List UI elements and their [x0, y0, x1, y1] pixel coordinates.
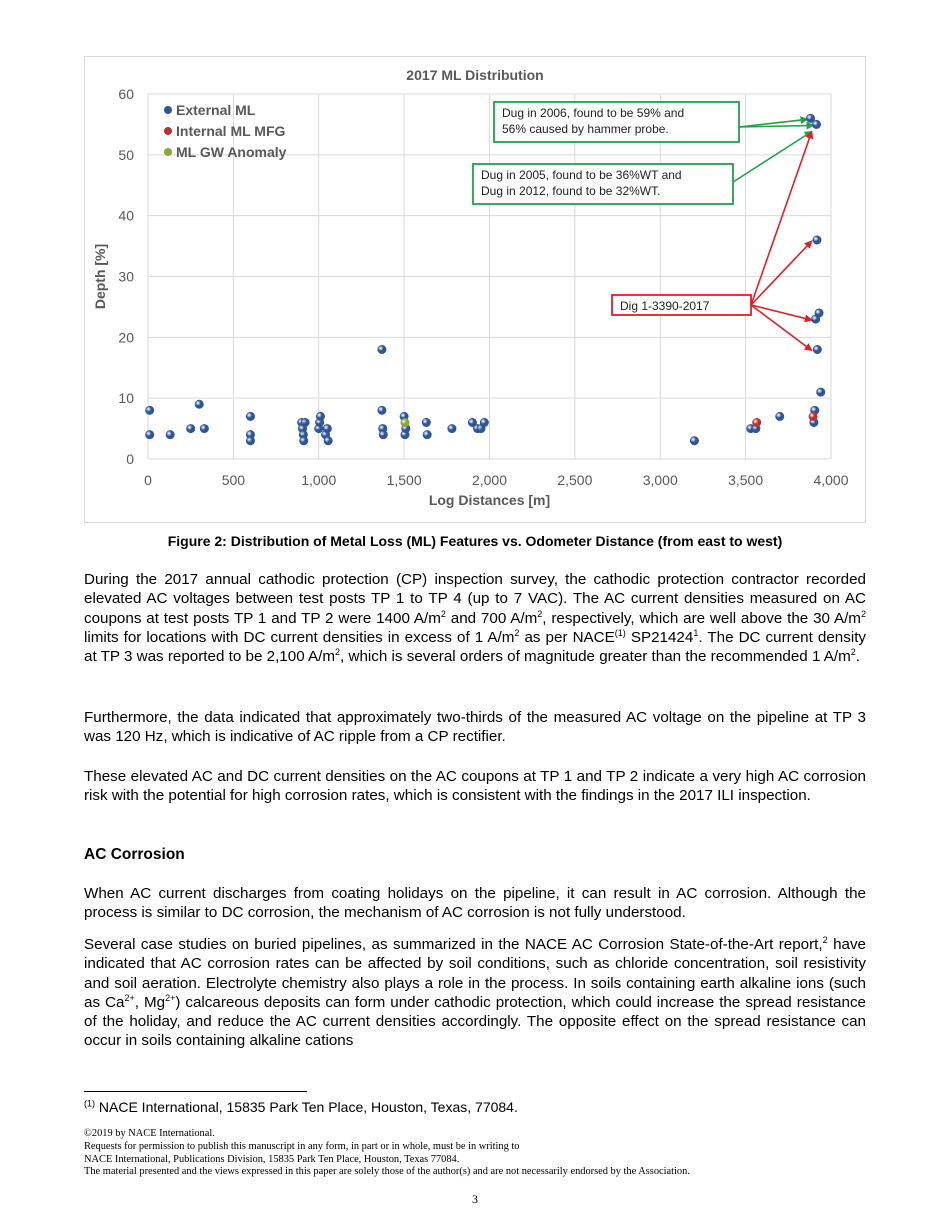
- data-point-external-ml: [690, 437, 698, 445]
- footnote-divider: [84, 1091, 307, 1092]
- legal-line: NACE International, Publications Division, 15835 Park Ten Place, Houston, Texas 77084.: [84, 1153, 460, 1165]
- chart-title: 2017 ML Distribution: [406, 67, 544, 83]
- x-tick-label: 1,500: [386, 472, 422, 488]
- data-point-external-ml: [146, 430, 154, 438]
- data-point-ml-gw-anomaly: [401, 418, 409, 426]
- data-point-external-ml: [815, 309, 823, 317]
- legend-marker-ml-gw-anomaly: [164, 148, 172, 156]
- x-axis-label: Log Distances [m]: [428, 492, 551, 508]
- x-tick-label: 0: [144, 472, 152, 488]
- data-point-internal-ml-mfg: [753, 418, 761, 426]
- legal-line: ©2019 by NACE International.: [84, 1128, 215, 1139]
- footnote: [84, 1099, 518, 1115]
- data-point-external-ml: [378, 406, 386, 414]
- data-point-external-ml: [776, 412, 784, 420]
- data-point-external-ml: [448, 424, 456, 432]
- data-point-external-ml: [246, 412, 254, 420]
- data-point-external-ml: [817, 388, 825, 396]
- data-point-external-ml: [316, 412, 324, 420]
- data-point-external-ml: [146, 406, 154, 414]
- legend-marker-external-ml: [164, 106, 172, 114]
- data-point-external-ml: [812, 120, 820, 128]
- data-point-external-ml: [422, 418, 430, 426]
- y-tick-label: 10: [118, 390, 134, 407]
- data-point-external-ml: [813, 236, 821, 244]
- data-point-external-ml: [324, 437, 332, 445]
- legal-line: Requests for permission to publish this manuscript in any form, in part or in whole, must be in writing to: [84, 1140, 520, 1152]
- legend-label-external-ml: External ML: [176, 102, 256, 118]
- paragraph-ac-corrosion: When AC current discharges from coating holidays on the pipeline, it can result in AC corrosion. Although the process is similar to DC corrosion, the mechanism of AC corrosion is not fully understood.: [84, 885, 866, 922]
- x-tick-label: 4,000: [813, 472, 849, 488]
- legend-label-ml-gw-anomaly: ML GW Anomaly: [176, 144, 287, 160]
- data-point-internal-ml-mfg: [809, 412, 817, 420]
- footnote-marker: (1): [84, 1098, 95, 1109]
- scatter-chart: [85, 57, 865, 522]
- x-tick-label: 2,000: [471, 472, 508, 488]
- data-point-external-ml: [200, 424, 208, 432]
- y-tick-label: 50: [118, 146, 134, 163]
- x-tick-label: 500: [221, 472, 246, 488]
- paragraph-risk: These elevated AC and DC current densities on the AC coupons at TP 1 and TP 2 indicate a very high AC corrosion risk with the potential for high corrosion rates, which is consistent with the findings in the 2017 ILI inspection.: [84, 768, 866, 805]
- data-point-external-ml: [480, 418, 488, 426]
- legal-notice: [84, 1128, 690, 1179]
- annotation-text: Dig 1-3390-2017: [620, 299, 710, 313]
- data-point-external-ml: [246, 437, 254, 445]
- data-point-external-ml: [166, 430, 174, 438]
- annotation-text: 56% caused by hammer probe.: [502, 122, 669, 136]
- data-point-external-ml: [813, 345, 821, 353]
- annotation-text: Dug in 2012, found to be 32%WT.: [481, 184, 661, 198]
- y-tick-label: 30: [118, 268, 134, 285]
- legend-marker-internal-ml-mfg: [164, 127, 172, 135]
- paragraph-case-studies: Several case studies on buried pipelines, as summarized in the NACE AC Corrosion State-of-the-Art report,$^2$ have indicated that AC corrosion rates can be affected by soil conditions, such as chloride concentration, soil resistivity and soil aeration. Electrolyte chemistry also plays a role in the process. In soils containing earth alkaline ions (such as $Ca^{2+}$, $Mg^{2+}$) calcareous deposits can form under cathodic protection, which could increase the spread resistance of the holiday, and reduce the AC current densities accordingly. The opposite effect on the spread resistance can occur in soils containing alkaline cations: [84, 934, 866, 1050]
- x-tick-label: 3,000: [642, 472, 678, 488]
- y-tick-label: 0: [126, 451, 134, 467]
- data-point-external-ml: [423, 430, 431, 438]
- data-point-external-ml: [379, 430, 387, 438]
- data-point-external-ml: [300, 437, 308, 445]
- footnote-text: NACE International, 15835 Park Ten Place, Houston, Texas, 77084.: [95, 1099, 518, 1115]
- x-tick-label: 1,000: [301, 472, 337, 488]
- data-point-external-ml: [195, 400, 203, 408]
- legal-line: The material presented and the views expressed in this paper are solely those of the author(s) and are not necessarily endorsed by the Association.: [84, 1166, 690, 1178]
- data-point-external-ml: [186, 424, 194, 432]
- y-tick-label: 40: [118, 207, 134, 224]
- y-axis-label: Depth [%]: [92, 243, 108, 310]
- chart-container: [84, 56, 866, 523]
- annotation-text: Dug in 2005, found to be 36%WT and: [481, 168, 682, 182]
- legend-label-internal-ml-mfg: Internal ML MFG: [176, 123, 286, 139]
- figure-caption: Figure 2: Distribution of Metal Loss (ML) Features vs. Odometer Distance (from east to west): [167, 533, 783, 549]
- page-number: 3: [472, 1192, 478, 1206]
- section-heading: AC Corrosion: [84, 846, 185, 863]
- data-point-external-ml: [323, 424, 331, 432]
- x-tick-label: 3,500: [728, 472, 764, 488]
- paragraph-cp-survey: During the 2017 annual cathodic protection (CP) inspection survey, the cathodic protection contractor recorded elevated AC voltages between test posts TP 1 to TP 4 (up to 7 VAC). The AC current densities measured on AC coupons at test posts TP 1 and TP 2 were 1400 $A/m^2$ and 700 $A/m^2$, respectively, which are well above the 30 $A/m^2$ limits for locations with DC current densities in excess of 1 $A/m^2$ as per NACE$^{(1)}$ SP21424$^1$. The DC current density at TP 3 was reported to be 2,100 $A/m^2$, which is several orders of magnitude greater than the recommended 1 $A/m^2$.: [84, 571, 867, 666]
- annotation-text: Dug in 2006, found to be 59% and: [502, 106, 685, 120]
- paragraph-ac-voltage: Furthermore, the data indicated that approximately two-thirds of the measured AC voltage on the pipeline at TP 3 was 120 Hz, which is indicative of AC ripple from a CP rectifier.: [84, 709, 866, 746]
- y-tick-label: 60: [118, 86, 134, 102]
- data-point-external-ml: [301, 418, 309, 426]
- data-point-external-ml: [378, 345, 386, 353]
- annotation-arrow: [733, 132, 812, 183]
- y-tick-label: 20: [118, 329, 134, 346]
- annotation-arrow: [751, 132, 812, 306]
- x-tick-label: 2,500: [557, 472, 593, 488]
- annotation-arrow: [751, 241, 812, 305]
